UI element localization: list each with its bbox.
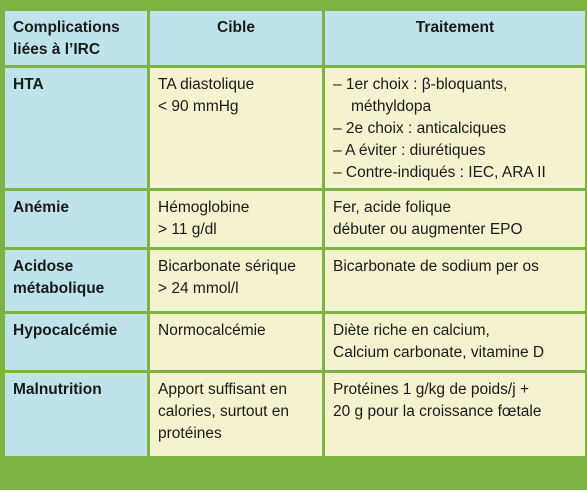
row-traitement: Fer, acide folique débuter ou augmenter EPO: [324, 190, 587, 249]
table-header-row: [4, 10, 587, 67]
irc-complications-table: [2, 8, 587, 459]
table-row: [4, 190, 587, 249]
row-complication: Malnutrition: [4, 372, 149, 458]
header-complications: Complications liées à l’IRC: [4, 10, 149, 67]
table-row: [4, 313, 587, 372]
row-cible: Apport suffisant en calories, surtout en protéines: [149, 372, 324, 458]
row-traitement: Bicarbonate de sodium per os: [324, 249, 587, 313]
row-cible: Hémoglobine > 11 g/dl: [149, 190, 324, 249]
header-cible: Cible: [149, 10, 324, 67]
header-traitement: Traitement: [324, 10, 587, 67]
table-row: [4, 249, 587, 313]
row-traitement: – 1er choix : β-bloquants, méthyldopa – 2e choix : anticalciques – A éviter : diurétiques – Contre-indiqués : IEC, ARA II: [324, 67, 587, 190]
table-row: [4, 67, 587, 190]
row-cible: TA diastolique < 90 mmHg: [149, 67, 324, 190]
top-border-strip: [0, 0, 587, 6]
row-traitement: Protéines 1 g/kg de poids/j + 20 g pour la croissance fœtale: [324, 372, 587, 458]
row-complication: Acidose métabolique: [4, 249, 149, 313]
row-cible: Normocalcémie: [149, 313, 324, 372]
table-row: [4, 372, 587, 458]
row-complication: HTA: [4, 67, 149, 190]
row-complication: Anémie: [4, 190, 149, 249]
row-traitement: Diète riche en calcium, Calcium carbonate, vitamine D: [324, 313, 587, 372]
row-complication: Hypocalcémie: [4, 313, 149, 372]
row-cible: Bicarbonate sérique > 24 mmol/l: [149, 249, 324, 313]
